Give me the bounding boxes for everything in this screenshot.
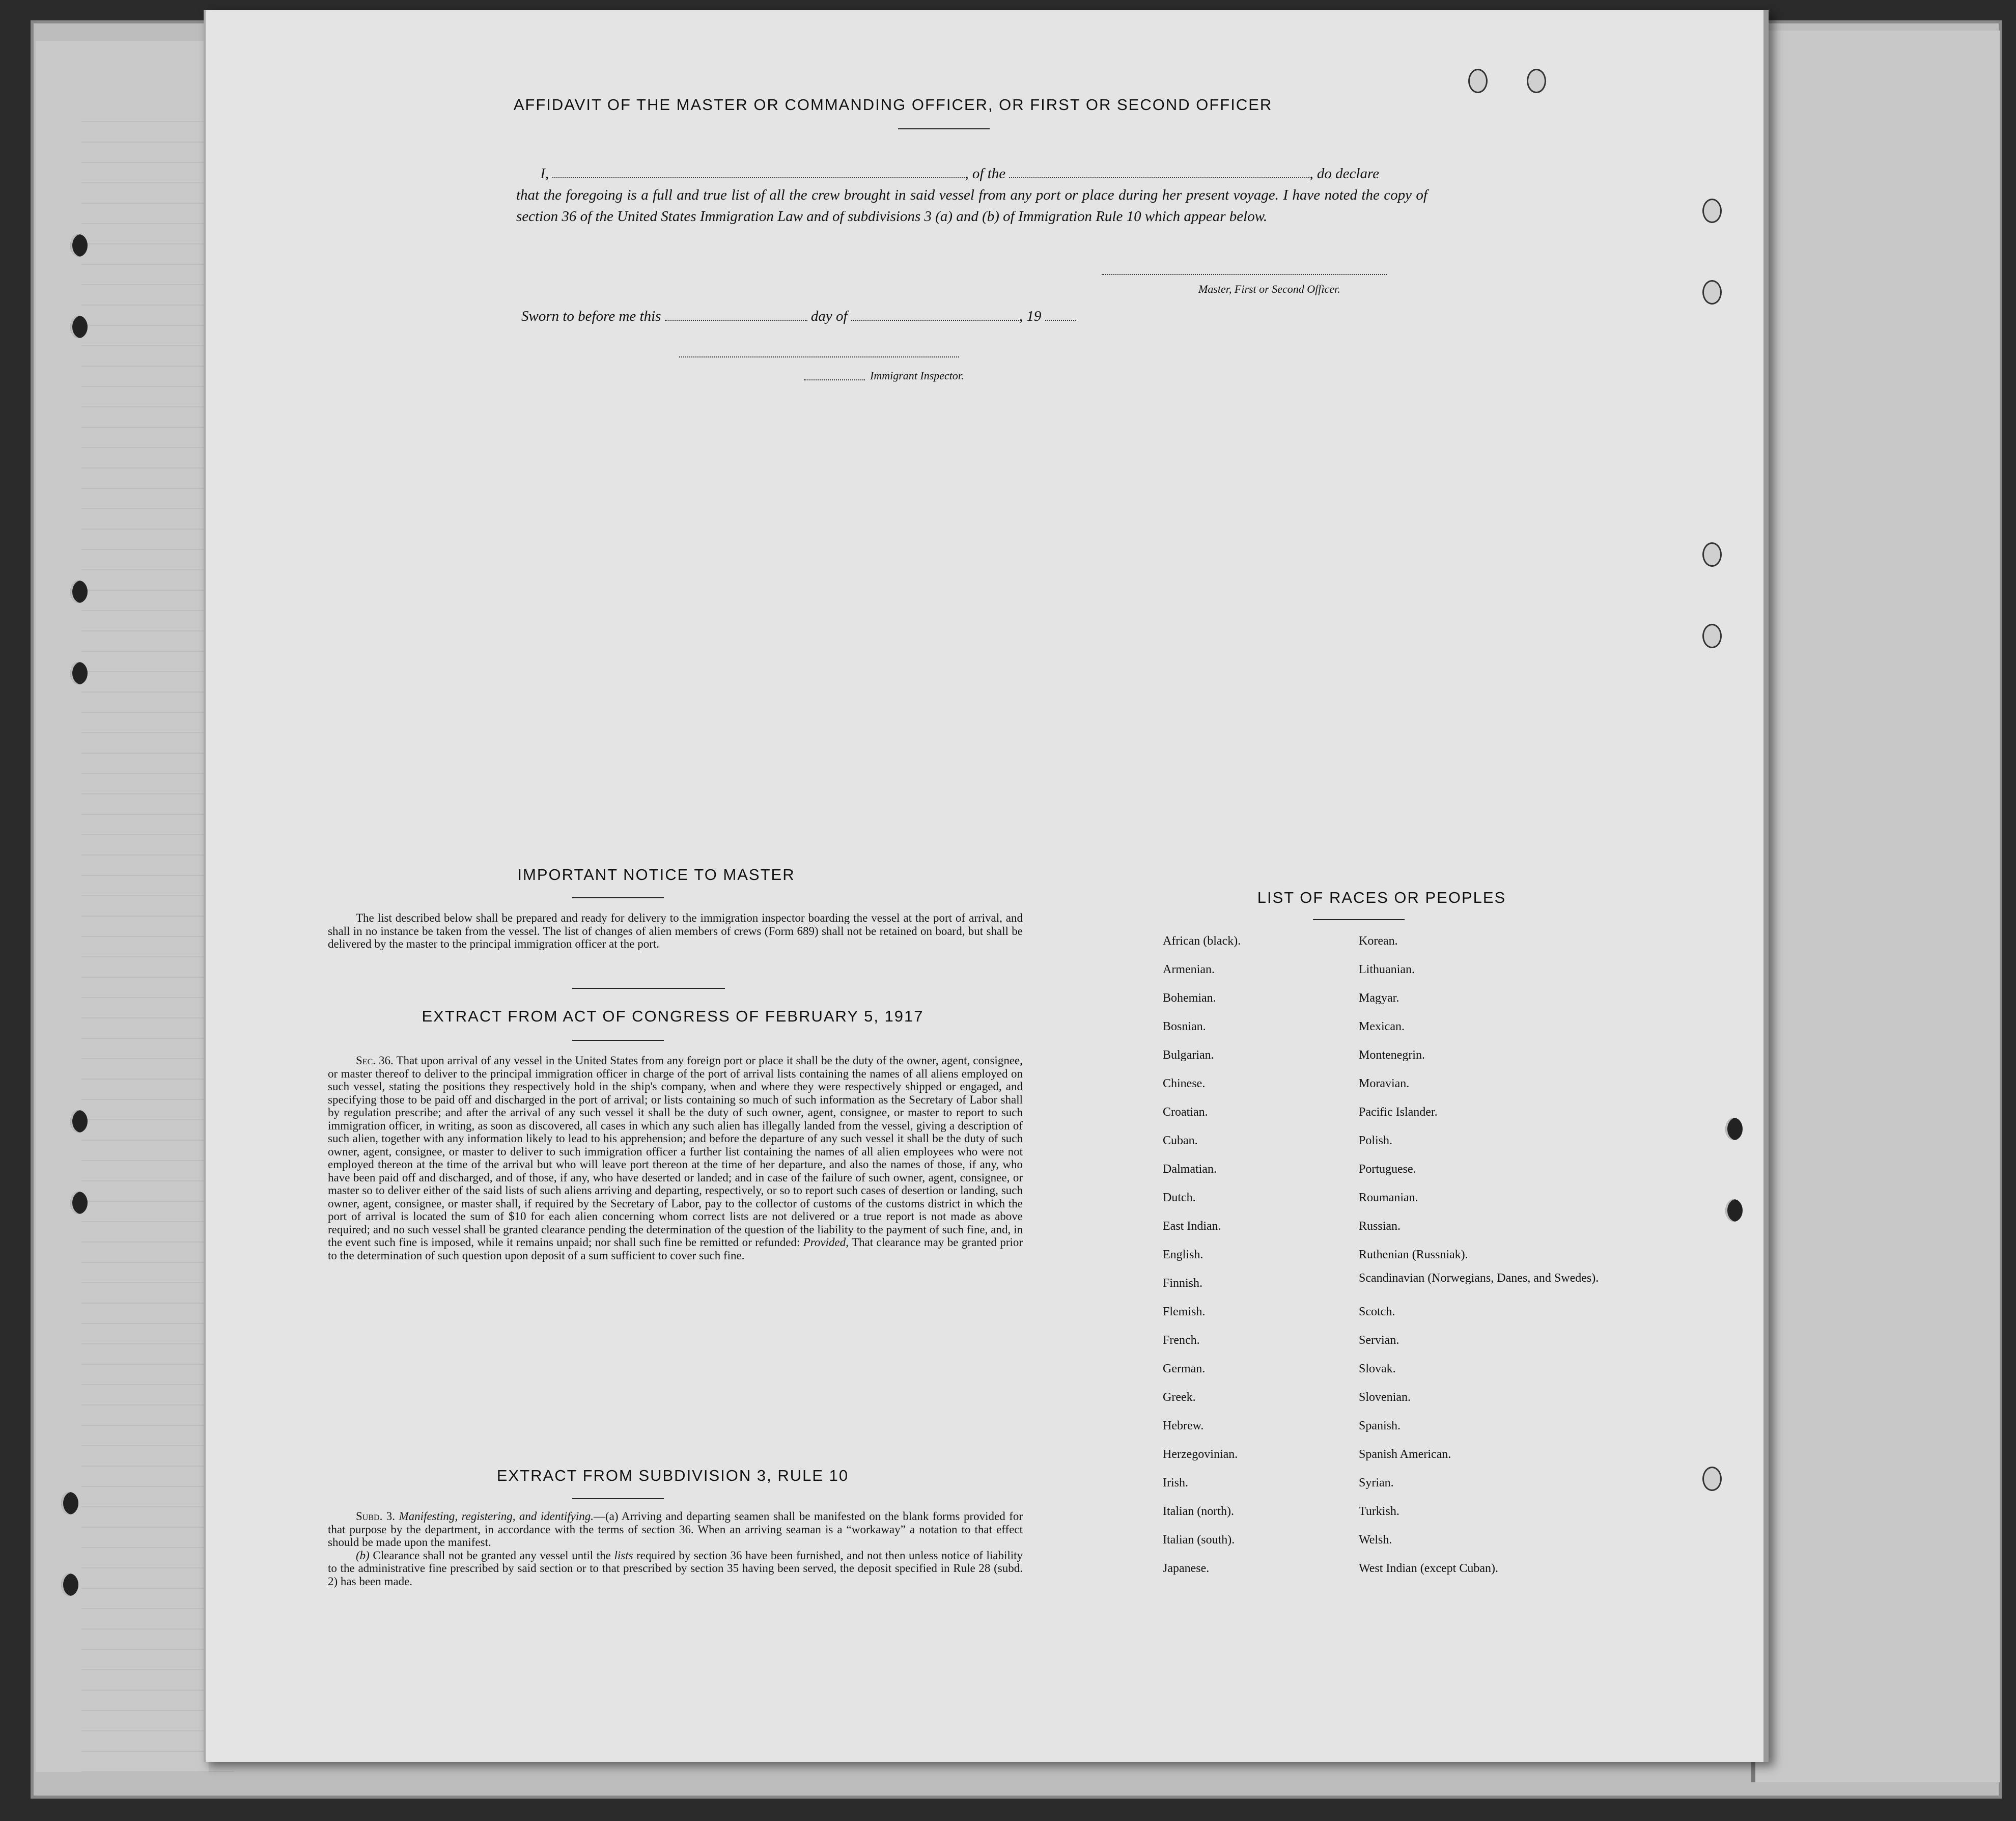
race-item: Russian. — [1359, 1220, 1401, 1233]
punch-hole-icon — [1702, 280, 1722, 305]
punch-hole-icon — [1468, 69, 1488, 93]
act-title-rule — [572, 1040, 664, 1041]
declaration-line — [516, 163, 1427, 184]
race-item: Scotch. — [1359, 1305, 1395, 1318]
section-36-text: That upon arrival of any vessel in the United States from any foreign port or place it shall be the duty of the owner, agent, consignee, or master thereof to deliver to the principal immigration officer in charge of the port of arrival lists containing the names of all aliens employed on such vessel, stating the positions they respectively hold in the ship's company, when and where they were respectively shipped or engaged, and specifying those to be paid off and discharged in the port of arrival; or lists containing so much of such information as the Secretary of Labor shall by regulation prescribe; and after the arrival of any such vessel it shall be the duty of such owner, agent, consignee, or master to report to such immigration officer, in writing, as soon as discovered, all cases in which any such alien has illegally landed from the vessel, giving a description of such alien, together with any information likely to lead to his apprehension; and before the departure of any such vessel it shall be the duty of such owner, agent, consignee, or master to deliver to such immigration officer a further list containing the names of all alien employees who were not employed thereon at the time of the arrival but who will leave port thereon at the time of her departure, and also the names of those, if any, who have been paid off and discharged, and of those, if any, who have deserted or landed; and in case of the failure of such owner, agent, consignee, or master so to deliver either of the said lists of such aliens arriving and departing, respectively, or so to report such cases of desertion or landing, such owner, agent, consignee, or master shall, if required by the Secretary of Labor, pay to the collector of customs of the customs district in which the port of arrival is located the sum of $10 for each alien concerning whom correct lists are not delivered or a true report is not made as above required; and no such vessel shall be granted clearance pending the determination of the question of the liability to the payment of such fine, and, in the event such fine is imposed, while it remains unpaid; nor shall such fine be remitted or refunded: — [328, 1054, 1023, 1249]
race-item: Portuguese. — [1359, 1163, 1416, 1176]
race-item: Slovak. — [1359, 1362, 1396, 1375]
race-item: Polish. — [1359, 1134, 1393, 1147]
master-signature-field[interactable] — [1102, 264, 1387, 275]
race-item: Dutch. — [1163, 1191, 1196, 1204]
punch-hole-icon — [1702, 624, 1722, 648]
race-item: English. — [1163, 1248, 1203, 1261]
subd-b-text-2: required by section 36 have been furnished, and not then unless notice of liability to the administrative fine prescribed by said section or to that prescribed by section 35 having been served, the deposit specified in Rule 28 (subd. 2) has been made. — [328, 1549, 1023, 1588]
race-item: Irish. — [1163, 1476, 1188, 1489]
race-item: Mexican. — [1359, 1020, 1405, 1033]
do-declare-label: , do declare — [1309, 165, 1380, 182]
act-extract-body — [328, 1054, 1023, 1262]
year-prefix-label: , 19 — [1019, 308, 1042, 324]
race-item: Cuban. — [1163, 1134, 1198, 1147]
race-item: Syrian. — [1359, 1476, 1394, 1489]
subd-b-paragraph — [328, 1549, 1023, 1588]
subd-a-paragraph — [328, 1510, 1023, 1549]
punch-hole-icon — [70, 316, 88, 338]
provided-label: Provided, — [803, 1236, 849, 1249]
manifest-page — [204, 10, 1769, 1762]
race-item: Slovenian. — [1359, 1391, 1411, 1404]
inspector-label: Immigrant Inspector. — [870, 369, 964, 382]
punch-hole-icon — [1527, 69, 1546, 93]
right-underlying-page — [1751, 31, 2000, 1782]
left-underlying-page — [36, 41, 209, 1772]
punch-hole-icon — [61, 1492, 78, 1514]
race-item: East Indian. — [1163, 1220, 1221, 1233]
section-36-text-end: That clearance may be granted prior to the determination of such question upon deposit of a sum sufficient to cover such fine. — [328, 1236, 1023, 1262]
race-item: Servian. — [1359, 1334, 1399, 1347]
rule-extract-body — [328, 1510, 1023, 1588]
race-item: Herzegovinian. — [1163, 1448, 1238, 1461]
declarant-prefix: I, — [540, 165, 549, 182]
subd-a-text: —(a) Arriving and departing seamen shall be manifested on the blank forms provided for that purpose by the department, in accordance with the terms of section 36. When an arriving seaman is a “workaway” a notation to that effect should be made upon the manifest. — [328, 1510, 1023, 1549]
inspector-signature-field[interactable] — [679, 346, 959, 357]
race-item: Bohemian. — [1163, 991, 1216, 1005]
race-item: African (black). — [1163, 934, 1241, 948]
title-rule — [898, 128, 990, 129]
races-right-column — [1359, 927, 1599, 1583]
section-divider — [572, 988, 725, 989]
subd-label: Subd. 3. — [356, 1510, 396, 1523]
sworn-day-field[interactable] — [665, 310, 807, 321]
notice-body — [328, 912, 1023, 951]
race-item: German. — [1163, 1362, 1206, 1375]
sworn-month-field[interactable] — [851, 310, 1019, 321]
rule-extract-title: EXTRACT FROM SUBDIVISION 3, RULE 10 — [496, 1467, 849, 1484]
subd-b-lists: lists — [614, 1549, 633, 1562]
race-item: Pacific Islander. — [1359, 1106, 1438, 1119]
race-item: Bosnian. — [1163, 1020, 1206, 1033]
race-item: Chinese. — [1163, 1077, 1206, 1090]
race-item: Korean. — [1359, 934, 1398, 948]
punch-hole-icon — [1702, 542, 1722, 567]
subd-b-label: (b) — [356, 1549, 370, 1562]
race-item: Moravian. — [1359, 1077, 1410, 1090]
affidavit-title: AFFIDAVIT OF THE MASTER OR COMMANDING OFFICER, OR FIRST OR SECOND OFFICER — [513, 96, 1273, 114]
subd-heading: Manifesting, registering, and identifying. — [399, 1510, 594, 1523]
vessel-name-field[interactable] — [1009, 167, 1309, 178]
master-signature-label: Master, First or Second Officer. — [1198, 283, 1340, 295]
act-extract-title: EXTRACT FROM ACT OF CONGRESS OF FEBRUARY 5, 1917 — [422, 1007, 924, 1025]
punch-hole-icon — [70, 1192, 88, 1214]
notice-body-text: The list described below shall be prepared and ready for delivery to the immigration inspector boarding the vessel at the port of arrival, and shall in no instance be taken from the vessel. The list of changes of alien members of crews (Form 689) shall not be retained on board, but shall be delivered by the master to the principal immigration officer at the port. — [328, 912, 1023, 950]
races-left-column — [1163, 927, 1356, 1583]
day-of-label: day of — [810, 308, 848, 324]
race-item: Italian (north). — [1163, 1505, 1234, 1518]
race-item: Ruthenian (Russniak). — [1359, 1248, 1468, 1261]
race-item: Scandinavian (Norwegians, Danes, and Swedes). — [1359, 1272, 1599, 1285]
race-item: Magyar. — [1359, 991, 1399, 1005]
race-item: Lithuanian. — [1359, 963, 1415, 976]
inspector-name-dotted — [804, 369, 865, 380]
of-the-label: , of the — [965, 165, 1006, 182]
punch-hole-icon — [70, 1110, 88, 1133]
race-item: Croatian. — [1163, 1106, 1208, 1119]
race-item: Bulgarian. — [1163, 1049, 1214, 1062]
punch-hole-icon — [1725, 1118, 1743, 1140]
sworn-year-field[interactable] — [1045, 310, 1076, 321]
subd-b-text-1: Clearance shall not be granted any vessel until the — [373, 1549, 611, 1562]
race-item: Spanish. — [1359, 1419, 1401, 1432]
race-item: French. — [1163, 1334, 1200, 1347]
race-item: West Indian (except Cuban). — [1359, 1562, 1498, 1575]
race-item: Turkish. — [1359, 1505, 1399, 1518]
race-item: Japanese. — [1163, 1562, 1210, 1575]
race-item: Spanish American. — [1359, 1448, 1451, 1461]
declaration-body: that the foregoing is a full and true list of all the crew brought in said vessel from any port or place during her present voyage. I have noted the copy of section 36 of the United States Immigration Law and of subdivisions 3 (a) and (b) of Immigration Rule 10 which appear below. — [516, 187, 1427, 225]
race-item: Dalmatian. — [1163, 1163, 1217, 1176]
rule-title-rule — [572, 1498, 664, 1499]
race-item: Hebrew. — [1163, 1419, 1204, 1432]
race-item: Finnish. — [1163, 1277, 1203, 1290]
sworn-label: Sworn to before me this — [521, 308, 661, 324]
declarant-name-field[interactable] — [552, 167, 965, 178]
races-title: LIST OF RACES OR PEOPLES — [1257, 889, 1506, 906]
notice-title: IMPORTANT NOTICE TO MASTER — [517, 866, 795, 884]
notice-rule — [572, 897, 664, 898]
race-item: Roumanian. — [1359, 1191, 1418, 1204]
race-item: Greek. — [1163, 1391, 1196, 1404]
race-item: Montenegrin. — [1359, 1049, 1425, 1062]
punch-hole-icon — [61, 1574, 78, 1596]
punch-hole-icon — [70, 662, 88, 684]
punch-hole-icon — [1725, 1199, 1743, 1222]
sworn-line — [521, 306, 1387, 327]
race-item: Italian (south). — [1163, 1533, 1235, 1547]
punch-hole-icon — [1702, 1467, 1722, 1491]
punch-hole-icon — [70, 234, 88, 257]
punch-hole-icon — [1702, 199, 1722, 223]
race-item: Welsh. — [1359, 1533, 1392, 1547]
punch-hole-icon — [70, 581, 88, 603]
affidavit-block — [516, 163, 1427, 227]
section-label: Sec. 36. — [356, 1054, 394, 1067]
races-title-rule — [1313, 919, 1405, 920]
race-item: Armenian. — [1163, 963, 1215, 976]
race-item: Flemish. — [1163, 1305, 1206, 1318]
